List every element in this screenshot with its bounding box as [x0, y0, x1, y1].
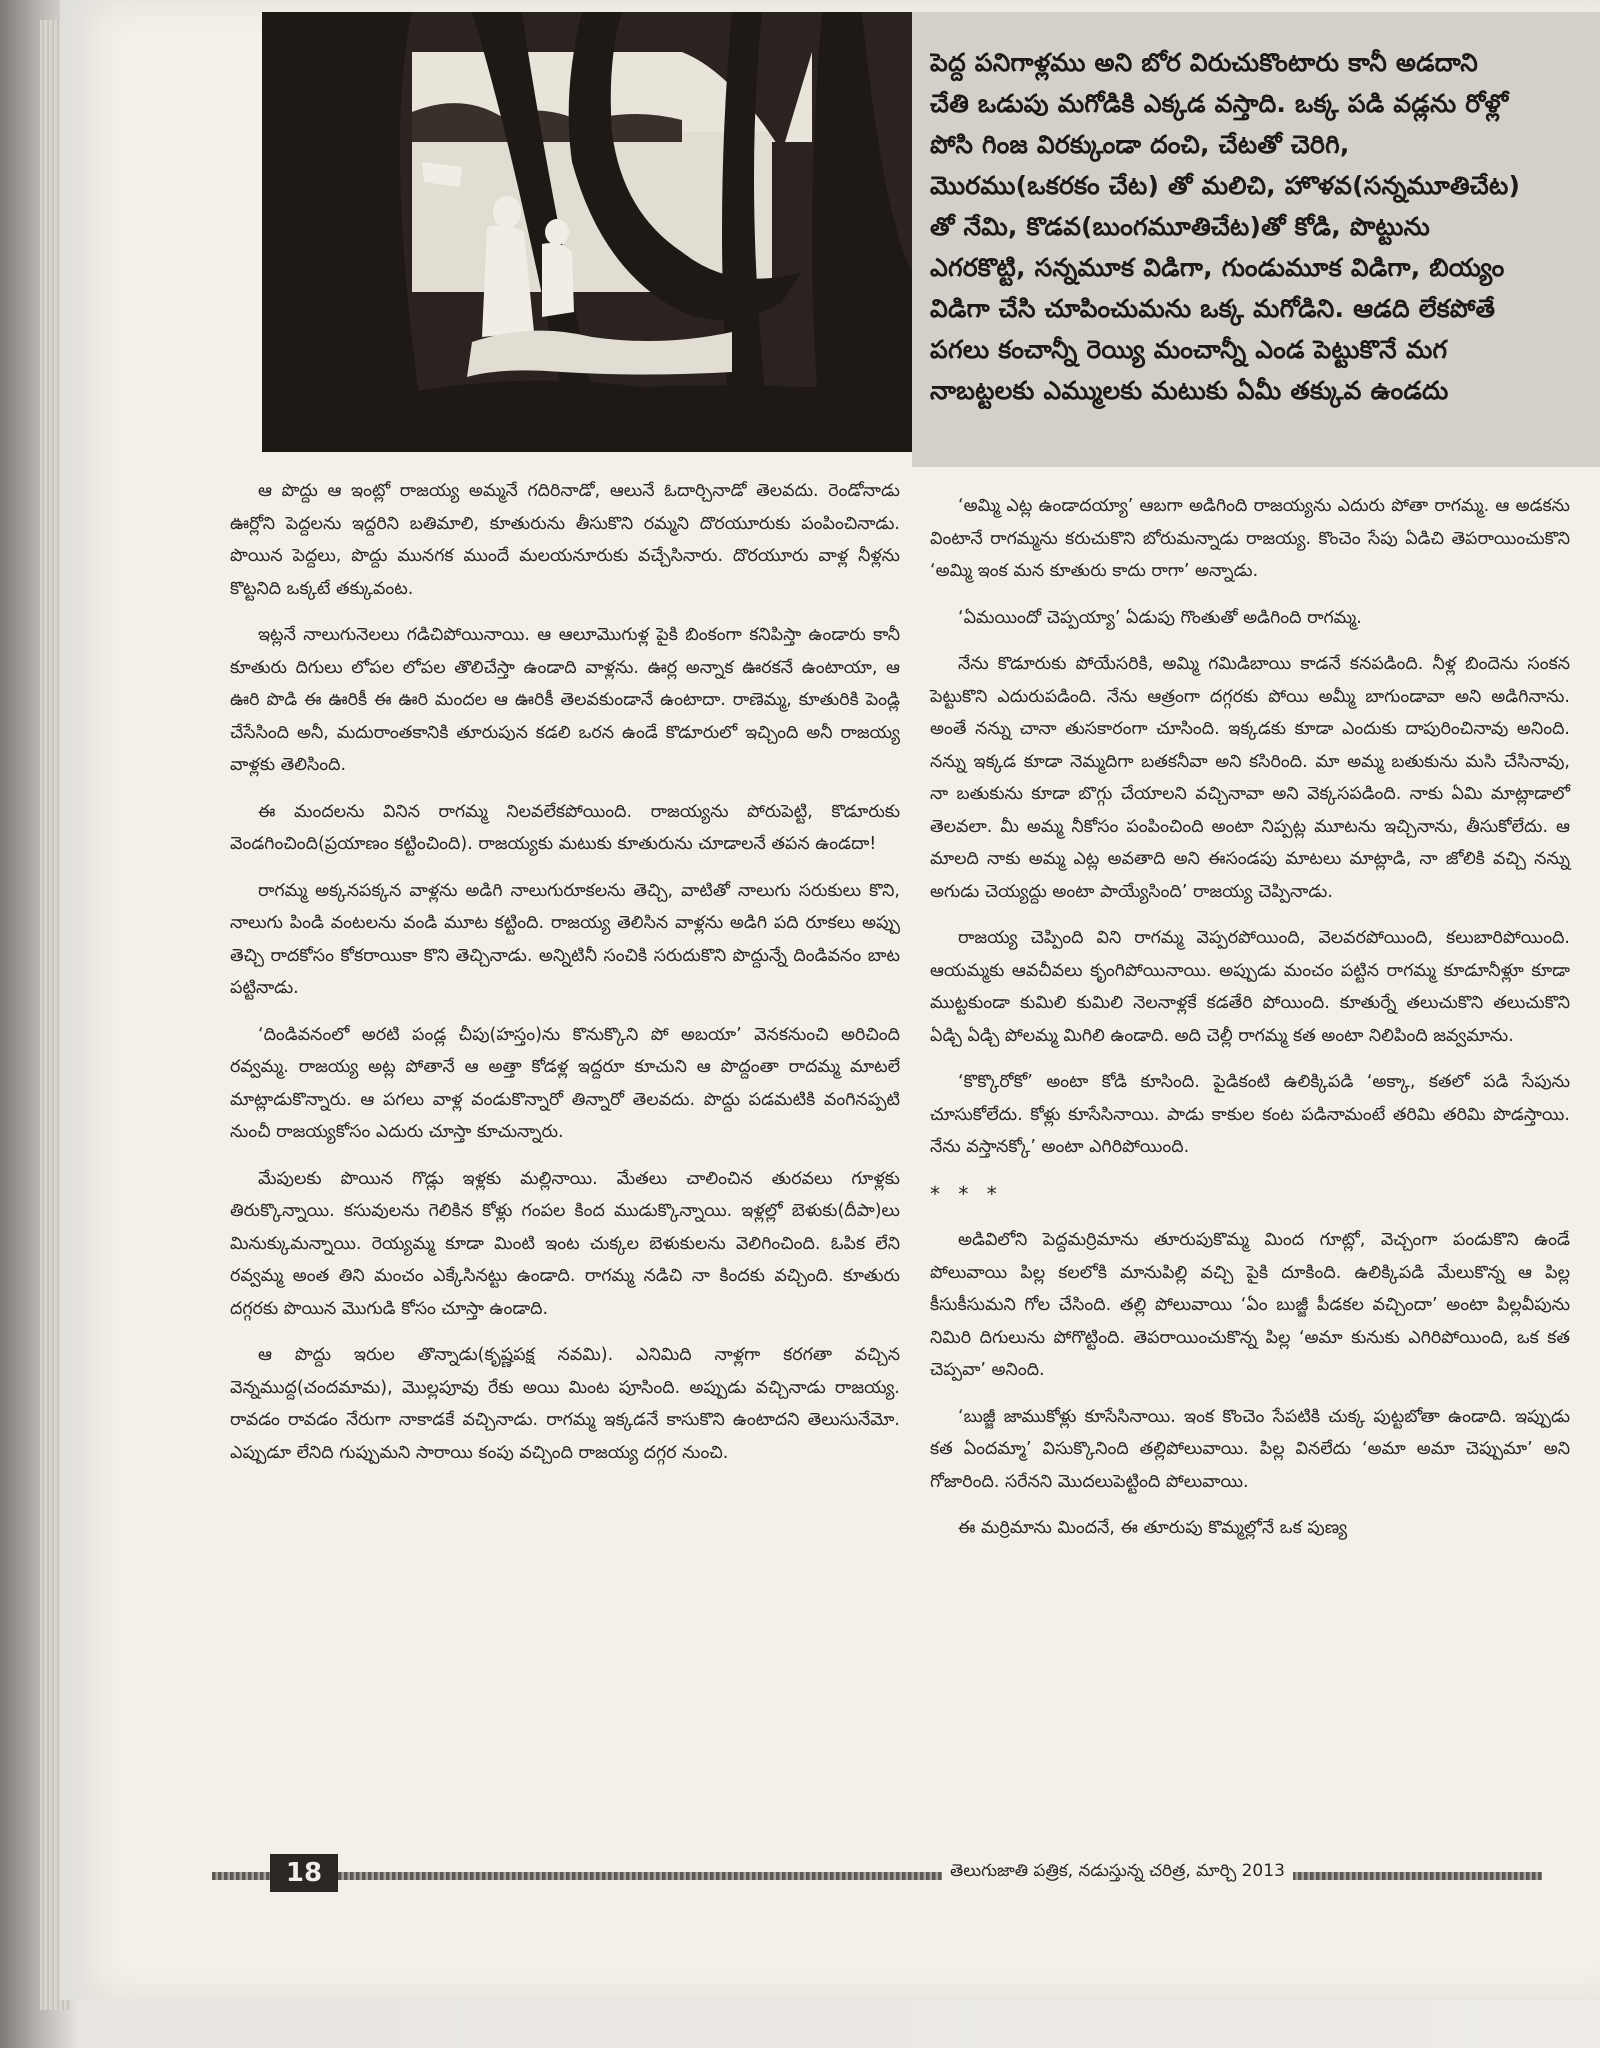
footer-rule — [212, 1872, 1542, 1880]
story-illustration — [262, 12, 912, 452]
paragraph: ఈ మర్రిమాను మిందనే, ఈ తూరుపు కొమ్మల్లోనే ఒక పుణ్య — [958, 1518, 1348, 1538]
woodcut-tree-scene — [262, 12, 912, 452]
pull-quote-line: పగలు కంచాన్నీ రెయ్యి మంచాన్నీ ఎండ పెట్టుకొనే మగ — [930, 335, 1448, 364]
pull-quote-line: విడిగా చేసి చూపించుమను ఒక్క మగోడిని. ఆడది లేకపోతే — [930, 294, 1496, 323]
right-text-column — [930, 490, 1570, 1559]
paragraph: మేపులకు పొయిన గొడ్లు ఇళ్లకు మల్లినాయి. మేతలు చాలించిన తురవలు గూళ్లకు తిరుక్కొన్నాయి. కసువులను గెలికిన కోళ్లు గంపల కింద ముడుక్కొన్నాయి. ఇళ్లల్లో బెళుకు(దీపా)లు మినుక్కుమన్నాయి. రెయ్యమ్మ కూడా మింటి ఇంట చుక్కల బెళుకులను వెలిగించింది. ఓపిక లేని రవ్వమ్మ అంత తిని మంచం ఎక్కేసినట్టు ఉండాది. రాగమ్మ నడిచి నా కిందకు వచ్చింది. కూతురు దగ్గరకు పొయిన మొగుడి కోసం చూస్తా ఉండాది. — [230, 1168, 900, 1319]
pull-quote-box — [912, 12, 1600, 467]
page-number: 18 — [270, 1854, 338, 1892]
paragraph: నేను కొడూరుకు పోయేసరికి, అమ్మి గమిడిబాయి కాడనే కనపడింది. నీళ్ల బిందెను సంకన పెట్టుకొని ఎదురుపడింది. నేను ఆత్రంగా దగ్గరకు పోయి అమ్మీ బాగుండావా అని అడిగినాను. అంతే నన్ను చానా తుసకారంగా చూసింది. ఇక్కడకు కూడా ఎందుకు దాపురించినావు అనింది. నన్ను ఇక్కడ కూడా నెమ్మదిగా బతకనీవా అని కసిరింది. మా అమ్మ బతుకును మసి చేసినావు, నా బతుకును కూడా బొగ్గు చేయాలని వచ్చినావా అని వెక్కసపడింది. నాకు ఏమి మాట్లాడాలో తెలవలా. మీ అమ్మ నీకోసం పంపించింది అంటా నిప్పట్ల మూటను ఇచ్చినాను, తీసుకోలేదు. ఆ మాలది నాకు అమ్మ ఎట్ల అవతాది అని ఈసండపు మాటలు మాట్లాడి, నా జోలికి వచ్చి నన్ను అగుడు చెయ్యద్దు అంటా పాయ్యేసింది’ రాజయ్య చెప్పినాడు. — [930, 654, 1570, 902]
paragraph: ‘అమ్మి ఎట్ల ఉండాదయ్యా’ ఆబగా అడిగింది రాజయ్యను ఎదురు పోతా రాగమ్మ. ఆ అడకను వింటానే రాగమ్మను కరుచుకొని బోరుమన్నాడు రాజయ్య. కొంచెం సేపు ఏడిచి తెపరాయించుకొని ‘అమ్మి ఇంక మన కూతురు కాదు రాగా’ అన్నాడు. — [930, 496, 1570, 581]
paragraph: ఆ పొద్దు ఆ ఇంట్లో రాజయ్య అమ్మనే గదిరినాడో, ఆలునే ఓదార్చినాడో తెలవదు. రెండోనాడు ఊర్లోని పెద్దలను ఇద్దరిని బతిమాలి, కూతురును తీసుకొని రమ్మని దొరయూరుకు పంపించినాడు. పొయిన పెద్దలు, పొద్దు మునగక ముందే మలయనూరుకు వచ్చేసినారు. దొరయూరు వాళ్ల నీళ్లను కొట్టనిది ఒక్కటే తక్కువంట. — [230, 481, 900, 599]
paragraph: ‘బుజ్జీ జాముకోళ్లు కూసేసినాయి. ఇంక కొంచెం సేపటికి చుక్క పుట్టబోతా ఉండాది. ఇప్పుడు కత ఏందమ్మా’ విసుక్కొనింది తల్లిపోలువాయి. పిల్ల వినలేదు ‘అమా అమా చెప్పుమా’ అని గోజారింది. సరేనని మొదలుపెట్టింది పోలువాయి. — [930, 1406, 1570, 1492]
pull-quote-line: నాబట్టలకు ఎమ్ములకు మటుకు ఏమీ తక్కువ ఉండదు — [930, 376, 1449, 405]
pull-quote-line: మొరము(ఒకరకం చేట) తో మలిచి, హొళవ(సన్నమూతిచేట) — [930, 171, 1521, 200]
paragraph: అడివిలోని పెద్దమర్రిమాను తూరుపుకొమ్మ మింద గూట్లో, వెచ్చంగా పండుకొని ఉండే పోలువాయి పిల్ల కలలోకి మానుపిల్లి వచ్చి పైకి దూకింది. ఉలిక్కిపడి మేలుకొన్న ఆ పిల్ల కీసుకీసుమని గోల చేసింది. తల్లి పోలువాయి ‘ఏం బుజ్జీ పీడకల వచ్చిందా’ అంటా పిల్లవీపును నిమిరి దిగులును పోగొట్టింది. తెపరాయించుకొన్న పిల్ల ‘అమా కునుకు ఎగిరిపోయింది, ఒక కత చెప్పవా’ అనింది. — [930, 1230, 1570, 1380]
paragraph: రాగమ్మ అక్కనపక్కన వాళ్లను అడిగి నాలుగురూకలను తెచ్చి, వాటితో నాలుగు సరుకులు కొని, నాలుగు పిండి వంటలను వండి మూట కట్టింది. రాజయ్య తెలిసిన వాళ్లను అడిగి పది రూకలు అప్పు తెచ్చి రాదకోసం కోకరాయికా కొని తెచ్చినాడు. అన్నిటినీ సంచికి సరుదుకొని పొద్దున్నే దిండివనం బాట పట్టినాడు. — [230, 880, 900, 998]
paragraph: ‘దిండివనంలో అరటి పండ్ల చీపు(హస్తం)ను కొనుక్కొని పో అబయా’ వెనకనుంచి అరిచింది రవ్వమ్మ. రాజయ్య అట్ల పోతానే ఆ అత్తా కోడళ్ల ఇద్దరూ కూచుని ఆ పొద్దంతా రాదమ్మ మాటలే మాట్లాడుకొన్నారు. ఆ పగలు వాళ్ల వండుకొన్నారో తిన్నారో తెలవదు. పొద్దు పడమటికి వంగినప్పటి నుంచీ రాజయ్యకోసం ఎదురు చూస్తా కూచున్నారు. — [230, 1024, 900, 1142]
page-footer — [212, 1860, 1542, 1890]
pull-quote-line: ఎగరకొట్టి, సన్నమూక విడిగా, గుండుమూక విడిగా, బియ్యం — [930, 253, 1505, 282]
paragraph: ‘ఏమయిందో చెప్పయ్యా’ ఏడుపు గొంతుతో అడిగింది రాగమ్మ. — [958, 607, 1362, 628]
pull-quote-line: పెద్ద పనిగాళ్లము అని బోర విరుచుకొంటారు కానీ అడదాని — [930, 48, 1478, 77]
section-break: * * * — [930, 1181, 1003, 1206]
paragraph: ఇట్లనే నాలుగునెలలు గడిచిపోయినాయి. ఆ ఆలూమొగుళ్ల పైకి బింకంగా కనిపిస్తా ఉండారు కానీ కూతురు దిగులు లోపల లోపల తొలిచేస్తా ఉండాది వాళ్లను. ఊర్ల అన్నాక ఊరకనే ఉంటాయా, ఆ ఊరి పొడి ఈ ఊరికీ ఈ ఊరి మందల ఆ ఊరికీ తెలవకుండానే ఉంటాదా. రాణెమ్మ, కూతురికి పెండ్లి చేసేసింది అనీ, మదురాంతకానికి తూరుపున కడలి ఒరన ఉండే కొడూరులో ఇచ్చింది అనీ రాజయ్య వాళ్లకు తెలిసింది. — [230, 625, 900, 775]
pull-quote-text — [930, 42, 1590, 411]
publication-credit: తెలుగుజాతి పత్రిక, నడుస్తున్న చరిత్ర, మార్చి 2013 — [942, 1852, 1293, 1890]
pull-quote-line: చేతి ఒడుపు మగోడికి ఎక్కడ వస్తాది. ఒక్క పడి వడ్లను రోళ్లో — [930, 89, 1509, 118]
paragraph: ఈ మందలను వినిన రాగమ్మ నిలవలేకపోయింది. రాజయ్యను పోరుపెట్టి, కొడూరుకు వెండగించింది(ప్రయాణం కట్టించింది). రాజయ్యకు మటుకు కూతురును చూడాలనే తపన ఉండదా! — [230, 801, 900, 854]
paragraph: ఆ పొద్దు ఇరుల తొన్నాడు(కృష్ణపక్ష నవమి). ఎనిమిది నాళ్లగా కరగతా వచ్చిన వెన్నముద్ద(చందమామ), మొల్లపూవు రేకు అయి మింట పూసింది. అప్పుడు వచ్చినాడు రాజయ్య. రావడం రావడం నేరుగా నాకాడకే వచ్చినాడు. రాగమ్మ ఇక్కడనే కాసుకొని ఉంటాదని తెలుసునేమో. ఎప్పుడూ లేనిది గుప్పుమని సారాయి కంపు వచ్చింది రాజయ్య దగ్గర నుంచి. — [230, 1345, 900, 1463]
pull-quote-line: పోసి గింజ విరక్కుండా దంచి, చేటతో చెరిగి, — [930, 130, 1350, 159]
paragraph: ‘కొక్కొరోకో’ అంటా కోడి కూసింది. పైడికంటి ఉలిక్కిపడి ‘అక్కా, కతలో పడి సేపును చూసుకోలేదు. కోళ్లు కూసేసినాయి. పాడు కాకుల కంట పడినామంటే తరిమి తరిమి పొడస్తాయి. నేను వస్తానక్కో’ అంటా ఎగిరిపోయింది. — [930, 1072, 1570, 1157]
left-text-column — [230, 475, 900, 1483]
paragraph: రాజయ్య చెప్పింది విని రాగమ్మ వెప్పరపోయింది, వెలవరపోయింది, కలుబారిపోయింది. ఆయమ్మకు ఆవచీవలు కృంగిపోయినాయి. అప్పుడు మంచం పట్టిన రాగమ్మ కూడూనీళ్లూ కూడా ముట్టకుండా కుమిలి కుమిలి నెలనాళ్లకే కడతేరి పోయింది. కూతుర్నే తలుచుకొని తలుచుకొని ఏడ్చి ఏడ్చి పోలమ్మ మిగిలి ఉండాది. అది చెల్లీ రాగమ్మ కత అంటా నిలిపింది జవ్వమాను. — [930, 928, 1570, 1046]
pull-quote-line: తో నేమి, కొడవ(బుంగమూతిచేట)తో కోడి, పొట్టును — [930, 212, 1431, 241]
